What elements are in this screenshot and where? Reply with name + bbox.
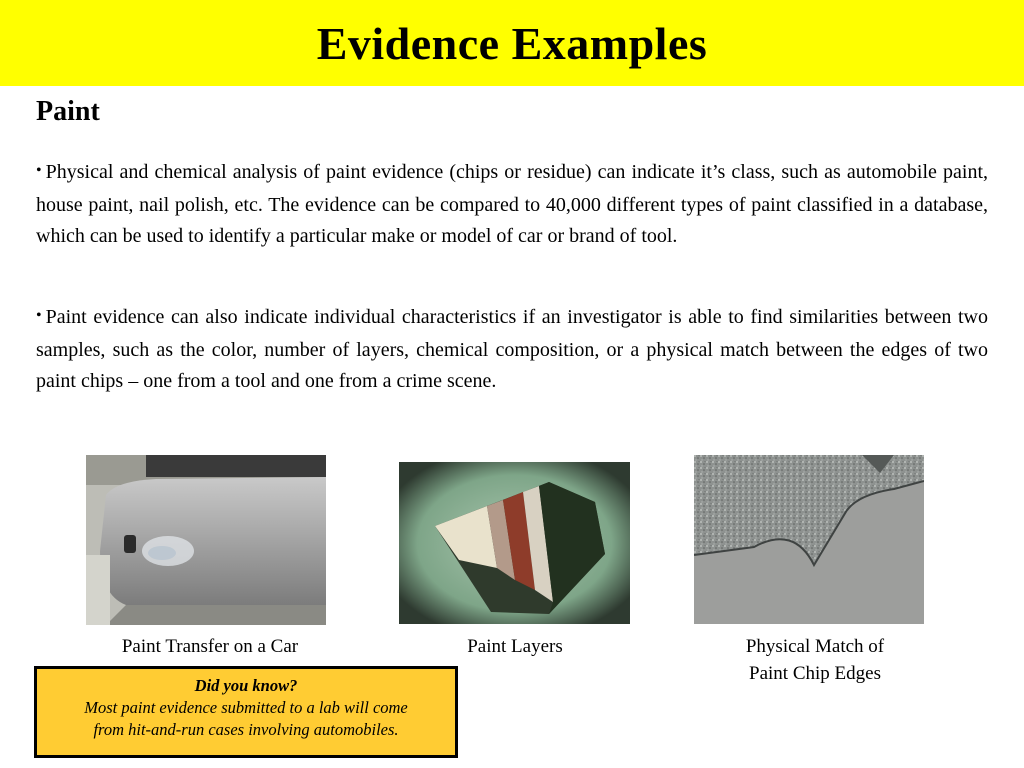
car-bumper-illustration <box>86 455 326 625</box>
title-bar <box>0 0 1024 86</box>
caption-line: Physical Match of <box>745 636 885 657</box>
caption-paint-transfer <box>86 633 334 660</box>
bullet-marker: • <box>36 307 42 324</box>
bullet-paragraph-2 <box>36 302 988 398</box>
section-heading: Paint <box>36 96 100 127</box>
bullet-paragraph-1 <box>36 157 988 253</box>
callout-title: Did you know? <box>194 676 298 695</box>
caption-line: Paint Layers <box>467 636 563 657</box>
caption-line: Paint Chip Edges <box>749 663 881 684</box>
bullet-marker: • <box>36 162 42 179</box>
caption-physical-match <box>700 633 930 687</box>
paint-chip-match-photo <box>694 455 924 624</box>
caption-line: Paint Transfer on a Car <box>121 636 299 657</box>
paint-layers-photo <box>399 462 630 624</box>
paint-chip-microscope-illustration <box>399 462 630 624</box>
did-you-know-callout <box>34 666 458 758</box>
paint-chip-edges-illustration <box>694 455 924 624</box>
caption-paint-layers <box>430 633 600 660</box>
callout-text-line: from hit-and-run cases involving automobiles. <box>93 720 399 739</box>
bullet-text: Physical and chemical analysis of paint evidence (chips or residue) can indicate it’s class, such as automobile paint, house paint, nail polish, etc. The evidence can be compared to 40,000 different types of paint classified in a database, which can be used to identify a particular make or model of car or brand of tool. <box>36 161 988 247</box>
slide-title: Evidence Examples <box>316 17 708 69</box>
callout-text-line: Most paint evidence submitted to a lab will come <box>84 698 408 717</box>
paint-transfer-car-photo <box>86 455 326 625</box>
bullet-text: Paint evidence can also indicate individual characteristics if an investigator is able to find similarities between two samples, such as the color, number of layers, chemical composition, or a physical match between the edges of two paint chips – one from a tool and one from a crime scene. <box>36 306 988 392</box>
